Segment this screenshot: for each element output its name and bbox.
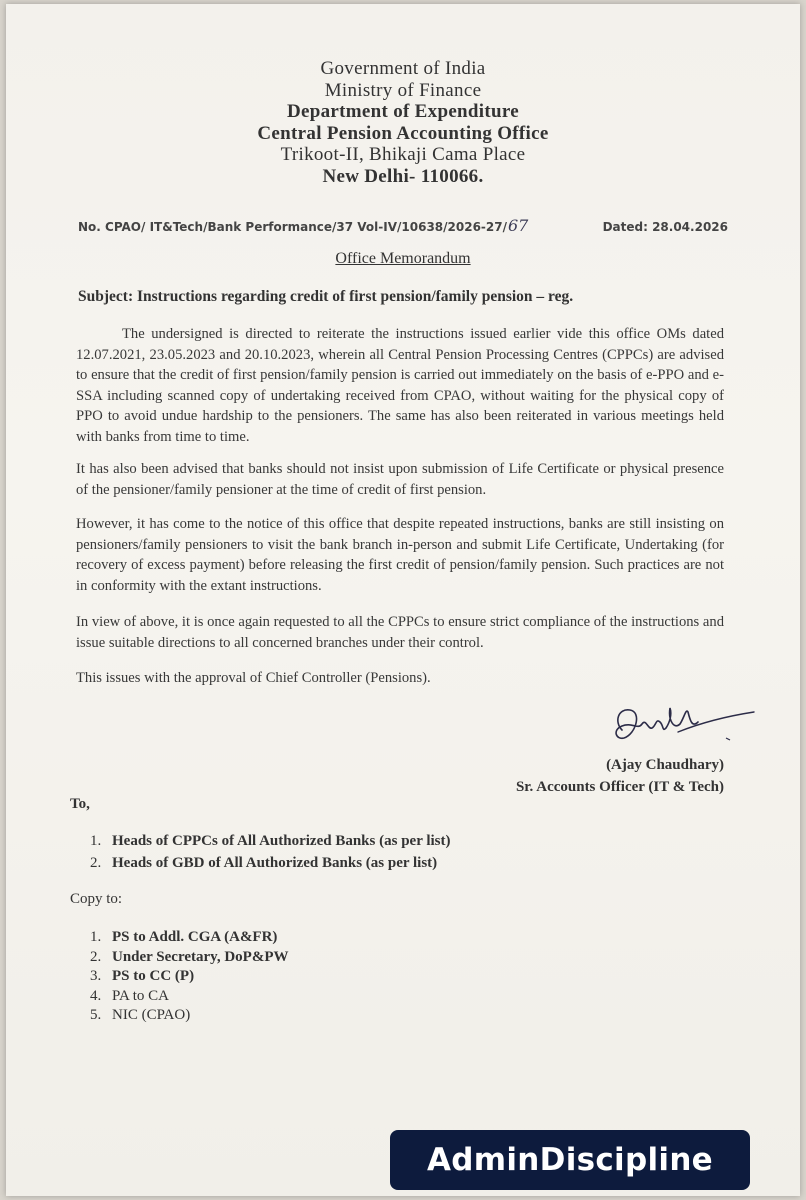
copy-to-list [90, 928, 289, 1026]
document-page [6, 4, 800, 1196]
memo-title: Office Memorandum [335, 250, 471, 267]
header-office: Central Pension Accounting Office [257, 122, 549, 144]
memo-subject: Subject: Instructions regarding credit of first pension/family pension – reg. [78, 288, 574, 305]
header-city: New Delhi- 110066. [322, 165, 484, 187]
body-paragraph-2: It has also been advised that banks should not insist upon submission of Life Certificate or physical presence of the pensioner/family pensioner at the time of credit of first pension. [76, 461, 724, 498]
watermark-text: AdminDiscipline [426, 1142, 714, 1178]
signatory-designation: Sr. Accounts Officer (IT & Tech) [515, 779, 724, 795]
signatory-block [516, 754, 724, 798]
header-government: Government of India [320, 58, 486, 79]
body-paragraph-1: The undersigned is directed to reiterate the instructions issued earlier vide this office OMs dated 12.07.2021, 23.05.2023 and 20.10.2023, wherein all Central Pension Processing Centres (CPPCs) are advised to ensure that the credit of first pension/family pension is carried out immediately on the basis of e-PPO and e-SSA including scanned copy of undertaking received from CPAO, without waiting for the physical copy of PPO to avoid undue hardship to the pensioners. The same has also been reiterated in various meetings held with banks from time to time. [76, 326, 724, 445]
list-item: 1. PS to Addl. CGA (A&FR) [90, 929, 278, 945]
handwritten-number: 67 [508, 216, 529, 235]
list-item: 1. Heads of CPPCs of All Authorized Banks (as per list) [90, 833, 451, 849]
header-address: Trikoot-II, Bhikaji Cama Place [280, 144, 526, 165]
header-department: Department of Expenditure [287, 101, 519, 122]
copy-to-label: Copy to: [70, 891, 123, 907]
watermark-badge [390, 1130, 750, 1190]
reference-line [78, 216, 728, 235]
handwritten-signature [608, 700, 758, 754]
letterhead [6, 58, 800, 187]
body-paragraph-5: This issues with the approval of Chief Controller (Pensions). [76, 670, 431, 686]
list-item: 5. NIC (CPAO) [90, 1007, 191, 1023]
list-item: 2. Under Secretary, DoP&PW [90, 948, 289, 965]
signatory-name: (Ajay Chaudhary) [606, 757, 724, 773]
header-ministry: Ministry of Finance [324, 79, 482, 101]
to-label: To, [70, 796, 90, 812]
body-paragraph-4: In view of above, it is once again requested to all the CPPCs to ensure strict compliance of the instructions and issue suitable directions to all concerned branches under their control. [76, 614, 724, 651]
list-item: 3. PS to CC (P) [90, 968, 195, 984]
reference-number: No. CPAO/ IT&Tech/Bank Performance/37 Vol-IV/10638/2026-27/67 [78, 216, 529, 235]
list-item: 2. Heads of GBD of All Authorized Banks (as per list) [90, 855, 438, 871]
memo-date: Dated: 28.04.2026 [602, 220, 728, 234]
body-paragraph-3: However, it has come to the notice of this office that despite repeated instructions, banks are still insisting on pensioners/family pensioners to visit the bank branch in-person and submit Life Certificate, Undertaking (for recovery of excess payment) before releasing the first credit of pension/family pension. Such practices are not in conformity with the extant instructions. [76, 516, 724, 594]
list-item: 4. PA to CA [90, 987, 169, 1004]
recipient-list [90, 830, 451, 874]
